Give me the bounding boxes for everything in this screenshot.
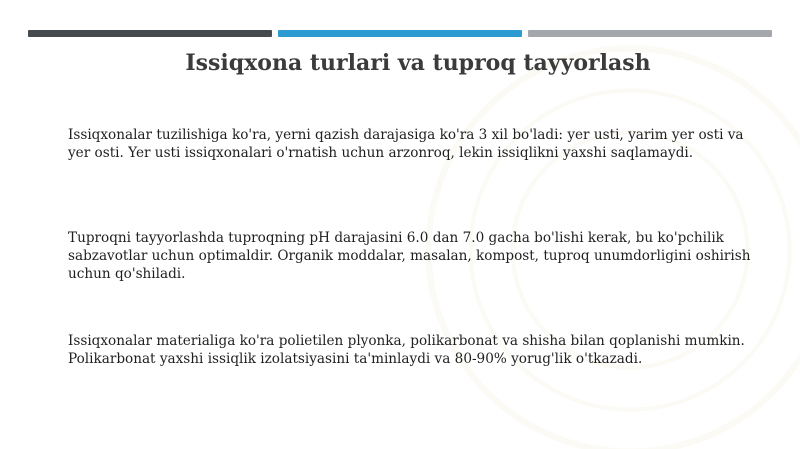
header-bar-gray [528,30,772,37]
paragraph-covering-materials: Issiqxonalar materialiga ko'ra polietilen plyonka, polikarbonat va shisha bilan qoplanishi mumkin. Polikarbonat yaxshi issiqlik izolatsiyasini ta'minlaydi va 80-90% yorug'lik o'tkazadi. [68,333,745,367]
paragraph-soil-preparation: Tuproqni tayyorlashda tuproqning pH darajasini 6.0 dan 7.0 gacha bo'lishi kerak, bu ko'pchilik sabzavotlar uchun optimaldir. Organik moddalar, masalan, kompost, tuproq unumdorligini oshirish uchun qo'shiladi. [68,230,751,282]
paragraph-greenhouse-types: Issiqxonalar tuzilishiga ko'ra, yerni qazish darajasiga ko'ra 3 xil bo'ladi: yer usti, yarim yer osti va yer osti. Yer usti issiqxonalari o'rnatish uchun arzonroq, lekin issiqlikni yaxshi saqlamaydi. [68,127,744,161]
header-bar-blue [278,30,522,37]
header-bar-dark [28,30,272,37]
slide-title: Issiqxona turlari va tuproq tayyorlash [185,50,651,76]
